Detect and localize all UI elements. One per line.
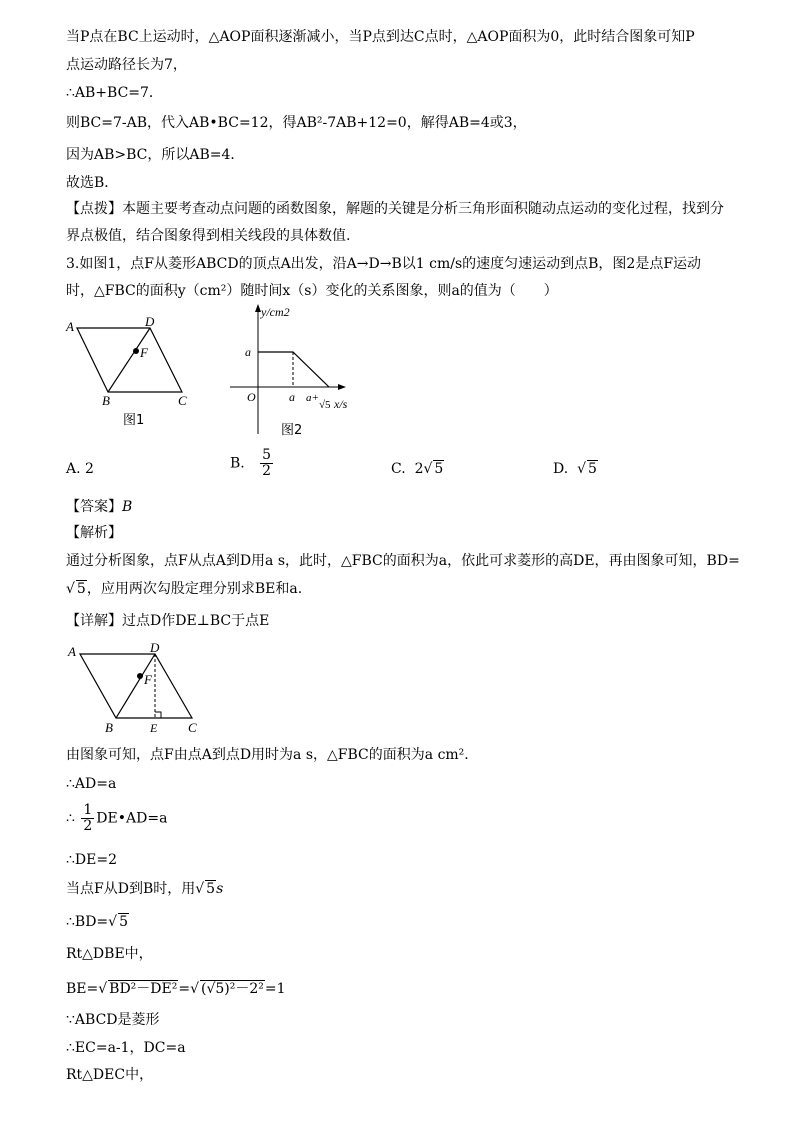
detail-text: 过点D作DE⊥BC于点E	[122, 613, 270, 629]
sqrt-sign: √	[98, 981, 108, 997]
detail-label: 【详解】	[66, 613, 122, 629]
text-segment: ∴BD=	[66, 914, 109, 930]
label-d: D	[145, 314, 155, 329]
text-line	[66, 980, 286, 998]
text-line: 因为AB>BC，所以AB=4．	[66, 147, 245, 163]
fraction-denominator: 2	[262, 463, 272, 479]
sqrt-sign: √	[66, 581, 75, 597]
text-line: 界点极值，结合图象得到相关线段的具体数值.	[66, 228, 351, 244]
fraction-numerator: 5	[262, 447, 272, 463]
label-a-yaxis: a	[245, 345, 251, 359]
label-f: F	[144, 672, 152, 687]
choice-c-label: C.	[391, 461, 406, 477]
answer-value: B	[122, 499, 133, 515]
text-line: 通过分析图象，点F从点A到D用a s，此时，△FBC的面积为a，依此可求菱形的高DE，再由图象可知，BD=	[66, 553, 740, 569]
choice-b	[230, 448, 275, 479]
diagonal-db	[108, 328, 150, 392]
unit-text: s	[216, 881, 224, 897]
sqrt-sign: √	[195, 881, 205, 897]
figure-graph-2	[225, 302, 365, 442]
text-line: 则BC=7-AB，代入AB•BC=12，得AB²-7AB+12=0，解得AB=4或3，	[66, 115, 527, 131]
radicand: (√5)²－2²	[201, 981, 264, 997]
label-f: F	[140, 345, 148, 360]
radicand: 5	[588, 461, 597, 477]
question-line: 时，△FBC的面积y（cm²）随时间x（s）变化的关系图象，则a的值为（ ）	[66, 283, 558, 299]
x-arrow	[338, 384, 346, 390]
answer-label: 【答案】	[66, 499, 122, 515]
sqrt-sign: √	[577, 461, 587, 477]
equals-sign: =	[178, 981, 191, 997]
fraction-numerator: 1	[83, 802, 93, 818]
text-line	[66, 913, 129, 931]
text-line	[66, 803, 167, 834]
text-segment: 当点F从D到B时，用	[66, 881, 196, 897]
text-line: ∴AB+BC=7．	[66, 85, 163, 101]
x-label: x/s	[334, 397, 348, 411]
text-segment: BE=	[66, 981, 99, 997]
label-d: D	[150, 640, 160, 655]
analysis-label: 【解析】	[66, 525, 122, 541]
choice-a-label: A.	[66, 461, 81, 477]
figure-rhombus-1	[60, 312, 210, 432]
choice-c	[391, 460, 444, 478]
right-angle-mark	[155, 712, 161, 718]
radicand: 5	[434, 461, 444, 477]
sqrt-sign: √	[423, 461, 433, 477]
fraction	[260, 448, 273, 479]
answer-line	[66, 498, 132, 516]
sqrt-sign: √	[108, 914, 118, 930]
dianbo-text: 本题主要考查动点问题的函数图象，解题的关键是分析三角形面积随动点运动的变化过程，找到分	[122, 201, 724, 217]
fraction-denominator: 2	[83, 818, 93, 834]
label-b: B	[102, 393, 110, 408]
text-line: ∴DE=2	[66, 852, 117, 868]
equation-text: DE•AD=a	[96, 810, 168, 827]
text-line: ∵ABCD是菱形	[66, 1012, 160, 1028]
dianbo-line	[66, 200, 724, 218]
text-line: 由图象可知，点F由点A到点D用时为a s，△FBC的面积为a cm².	[66, 747, 469, 763]
text-line: 点运动路径长为7，	[66, 57, 187, 73]
radicand: 5	[206, 881, 216, 897]
fraction	[81, 803, 94, 834]
label-a: A	[68, 644, 76, 659]
choice-a-value: 2	[85, 461, 94, 477]
label-c: C	[178, 393, 187, 408]
label-b: B	[105, 720, 113, 735]
point-f	[133, 348, 139, 354]
text-line: ∴AD=a	[66, 776, 117, 792]
figure-caption: 图1	[123, 413, 145, 428]
figure-caption: 图2	[281, 423, 303, 438]
choice-c-coef: 2	[414, 461, 424, 477]
analysis-text: ，应用两次勾股定理分别求BE和a.	[86, 581, 303, 597]
text-line: 当P点在BC上运动时，△AOP面积逐渐减小，当P点到达C点时，△AOP面积为0，此时结合图象可知P	[66, 29, 695, 45]
text-line	[66, 880, 223, 898]
dianbo-label: 【点拨】	[66, 201, 122, 217]
choice-b-label: B.	[230, 455, 245, 472]
choice-d-label: D.	[553, 461, 569, 477]
label-a-tick: a	[289, 390, 295, 404]
text-line	[66, 580, 302, 598]
text-line: Rt△DBE中，	[66, 946, 153, 962]
radicand: 5	[119, 914, 128, 930]
result-text: =1	[264, 981, 286, 997]
label-c: C	[188, 720, 197, 735]
text-line: Rt△DEC中，	[66, 1067, 154, 1083]
label-origin: O	[247, 390, 256, 404]
choice-a	[66, 460, 94, 478]
text-line: ∴EC=a-1，DC=a	[66, 1040, 186, 1056]
detail-line	[66, 612, 269, 630]
sqrt-sign: √	[190, 981, 200, 997]
therefore-sign: ∴	[66, 810, 75, 827]
figure-rhombus-3	[60, 638, 210, 738]
label-a: A	[66, 319, 74, 334]
radicand: BD²－DE²	[109, 981, 178, 997]
label-a-plus: a+	[306, 392, 319, 404]
point-f	[137, 673, 143, 679]
question-line: 3.如图1，点F从菱形ABCD的顶点A出发，沿A→D→B以1 cm/s的速度匀速运动到点B，图2是点F运动	[66, 256, 702, 272]
label-e: E	[150, 721, 158, 735]
text-line: 故选B．	[66, 175, 119, 191]
radicand: 5	[76, 581, 86, 597]
y-label: y/cm2	[261, 305, 290, 319]
label-sqrt5: √5	[319, 399, 331, 411]
choice-d	[553, 460, 598, 478]
